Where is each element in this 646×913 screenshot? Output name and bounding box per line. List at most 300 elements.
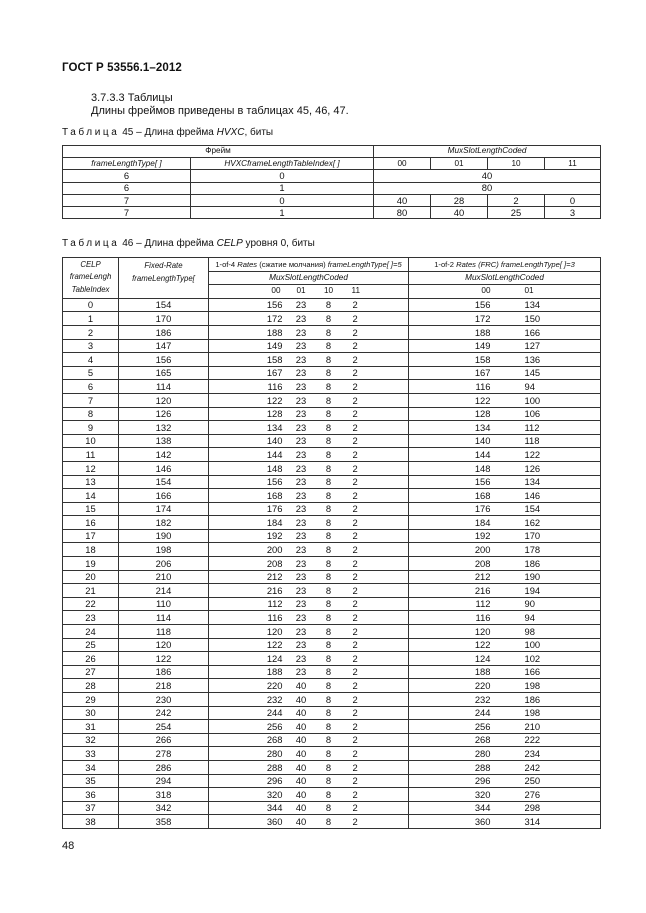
cell: 210	[499, 720, 601, 734]
cell: 40	[289, 679, 314, 693]
cell: 6	[63, 380, 119, 394]
cell: 24	[63, 625, 119, 639]
cell: 8	[314, 380, 344, 394]
cell: 23	[289, 421, 314, 435]
cell: 184	[209, 516, 289, 530]
cell: 198	[499, 706, 601, 720]
cell: 318	[119, 788, 209, 802]
table-row	[63, 733, 601, 747]
cell: 116	[409, 611, 499, 625]
cell: 2	[344, 434, 409, 448]
cell: 37	[63, 801, 119, 815]
table-row	[63, 638, 601, 652]
table-row	[63, 570, 601, 584]
cell: 134	[409, 421, 499, 435]
cell: 244	[209, 706, 289, 720]
table-row	[63, 788, 601, 802]
cell: 8	[314, 421, 344, 435]
cell: 168	[209, 489, 289, 503]
cell: 126	[499, 461, 601, 475]
cell: 35	[63, 774, 119, 788]
cell: 294	[119, 774, 209, 788]
cell: 112	[409, 597, 499, 611]
head-line: frameLengthType[	[132, 273, 195, 283]
cell: 166	[499, 325, 601, 339]
cell: 2	[344, 407, 409, 421]
cell: 138	[119, 434, 209, 448]
head-fixed-rate	[119, 258, 209, 299]
table-45	[62, 145, 601, 219]
table-row	[63, 339, 601, 353]
cell: 2	[344, 706, 409, 720]
cell: 3	[545, 206, 601, 218]
mux-code: 01	[431, 158, 488, 170]
cell: 186	[119, 665, 209, 679]
cell: 110	[119, 597, 209, 611]
table-row	[63, 393, 601, 407]
cell: 8	[314, 502, 344, 516]
cell: 156	[409, 475, 499, 489]
cell: 156	[119, 353, 209, 367]
cell: 20	[63, 570, 119, 584]
caption-italic: HVXC	[216, 127, 245, 138]
cell: 220	[209, 679, 289, 693]
cell: 8	[314, 584, 344, 598]
cell: 254	[119, 720, 209, 734]
cell: 38	[63, 815, 119, 829]
cell: 280	[409, 747, 499, 761]
table-row	[63, 489, 601, 503]
cell: 34	[63, 760, 119, 774]
cell: 19	[63, 557, 119, 571]
cell: 124	[409, 652, 499, 666]
cell: 198	[499, 679, 601, 693]
cell: 8	[314, 475, 344, 489]
cell: 188	[209, 665, 289, 679]
cell: 360	[409, 815, 499, 829]
cell: 2	[344, 448, 409, 462]
cell: 118	[119, 625, 209, 639]
cell: 23	[289, 448, 314, 462]
cell: 176	[409, 502, 499, 516]
cell: 8	[314, 312, 344, 326]
table-row	[63, 353, 601, 367]
cell: 344	[209, 801, 289, 815]
cell: 12	[63, 461, 119, 475]
cell: 8	[314, 706, 344, 720]
cell: 296	[409, 774, 499, 788]
cell: 256	[209, 720, 289, 734]
cell: 23	[289, 665, 314, 679]
cell: 8	[314, 625, 344, 639]
cell: 8	[314, 652, 344, 666]
cell: 8	[314, 448, 344, 462]
cell: 21	[63, 584, 119, 598]
cell: 8	[314, 747, 344, 761]
cell: 134	[499, 475, 601, 489]
cell: 10	[63, 434, 119, 448]
cell: 208	[409, 557, 499, 571]
mux-code: 11	[344, 285, 409, 299]
cell: 128	[409, 407, 499, 421]
cell: 8	[314, 366, 344, 380]
cell: 2	[344, 312, 409, 326]
cell: 23	[289, 638, 314, 652]
cell: 28	[63, 679, 119, 693]
cell: 186	[119, 325, 209, 339]
cell: 2	[344, 529, 409, 543]
cell: 222	[499, 733, 601, 747]
cell: 8	[314, 611, 344, 625]
table-row	[63, 502, 601, 516]
cell: 172	[209, 312, 289, 326]
cell: 122	[499, 448, 601, 462]
cell: 146	[499, 489, 601, 503]
cell: 134	[209, 421, 289, 435]
cell: 6	[63, 170, 191, 182]
head-line: TableIndex	[71, 285, 110, 295]
cell: 170	[499, 529, 601, 543]
cell: 122	[119, 652, 209, 666]
cell: 27	[63, 665, 119, 679]
head-text: 1-of-4	[215, 259, 238, 269]
cell: 36	[63, 788, 119, 802]
cell: 23	[289, 325, 314, 339]
table45-caption	[62, 127, 273, 138]
cell: 8	[314, 570, 344, 584]
cell: 188	[409, 325, 499, 339]
cell: 2	[344, 339, 409, 353]
cell: 16	[63, 516, 119, 530]
cell: 250	[499, 774, 601, 788]
head-line: frameLengh	[69, 272, 112, 282]
cell: 1	[191, 206, 374, 218]
cell: 2	[344, 421, 409, 435]
cell: 298	[499, 801, 601, 815]
table-row	[63, 516, 601, 530]
cell: 3	[63, 339, 119, 353]
document-header: ГОСТ Р 53556.1–2012	[62, 62, 182, 74]
cell: 2	[488, 194, 545, 206]
table-row	[63, 529, 601, 543]
cell: 116	[209, 380, 289, 394]
cell: 18	[63, 543, 119, 557]
cell: 23	[289, 407, 314, 421]
cell: 218	[119, 679, 209, 693]
cell: 23	[289, 584, 314, 598]
cell: 7	[63, 194, 191, 206]
cell: 149	[409, 339, 499, 353]
cell: 140	[409, 434, 499, 448]
cell: 154	[499, 502, 601, 516]
table-row	[63, 584, 601, 598]
cell: 122	[209, 638, 289, 652]
cell: 128	[209, 407, 289, 421]
table-row	[63, 475, 601, 489]
cell: 216	[409, 584, 499, 598]
cell: 314	[499, 815, 601, 829]
table46-caption	[62, 238, 315, 249]
cell: 174	[119, 502, 209, 516]
cell: 15	[63, 502, 119, 516]
cell: 22	[63, 597, 119, 611]
cell: 23	[289, 529, 314, 543]
cell: 29	[63, 693, 119, 707]
cell: 23	[289, 625, 314, 639]
cell: 112	[499, 421, 601, 435]
cell: 23	[289, 611, 314, 625]
table-row	[63, 170, 601, 182]
cell: 8	[314, 733, 344, 747]
table-row	[63, 801, 601, 815]
cell: 8	[314, 801, 344, 815]
cell: 8	[314, 516, 344, 530]
cell: 200	[209, 543, 289, 557]
mux-code: 11	[545, 158, 601, 170]
caption-end: , биты	[244, 127, 274, 138]
table-row	[63, 366, 601, 380]
cell: 100	[499, 638, 601, 652]
cell: 206	[119, 557, 209, 571]
table-row	[63, 679, 601, 693]
cell: 40	[289, 720, 314, 734]
cell: 230	[119, 693, 209, 707]
cell: 342	[119, 801, 209, 815]
cell: 11	[63, 448, 119, 462]
table-46	[62, 257, 601, 829]
cell: 114	[119, 611, 209, 625]
head-text: 1-of-2	[434, 259, 457, 269]
table-row	[63, 706, 601, 720]
mux-code: 00	[409, 285, 499, 299]
cell: 23	[289, 461, 314, 475]
cell: 4	[63, 353, 119, 367]
cell: 8	[314, 529, 344, 543]
cell: 256	[409, 720, 499, 734]
table-row	[63, 325, 601, 339]
cell: 242	[119, 706, 209, 720]
table-row	[63, 182, 601, 194]
cell: 23	[289, 312, 314, 326]
table-row	[63, 557, 601, 571]
cell: 33	[63, 747, 119, 761]
cell: 188	[209, 325, 289, 339]
cell: 25	[63, 638, 119, 652]
cell: 220	[409, 679, 499, 693]
cell: 5	[63, 366, 119, 380]
cell: 40	[374, 170, 601, 182]
cell: 23	[289, 652, 314, 666]
cell: 2	[344, 393, 409, 407]
mux-code: 10	[488, 158, 545, 170]
cell: 116	[209, 611, 289, 625]
cell: 23	[289, 434, 314, 448]
cell: 210	[119, 570, 209, 584]
cell: 40	[289, 788, 314, 802]
cell: 286	[119, 760, 209, 774]
cell: 7	[63, 393, 119, 407]
cell: 23	[289, 557, 314, 571]
cell: 148	[409, 461, 499, 475]
cell: 8	[314, 543, 344, 557]
intro-text: Длины фреймов приведены в таблицах 45, 46, 47.	[91, 105, 349, 117]
cell: 23	[289, 339, 314, 353]
caption-word: Таблица	[62, 127, 120, 138]
cell: 23	[289, 353, 314, 367]
section-heading: 3.7.3.3 Таблицы	[91, 92, 173, 104]
head-group2	[409, 258, 601, 272]
cell: 2	[344, 298, 409, 312]
cell: 2	[63, 325, 119, 339]
cell: 165	[119, 366, 209, 380]
cell: 150	[499, 312, 601, 326]
head-mux2: MuxSlotLengthCoded	[409, 271, 601, 285]
caption-italic: CELP	[216, 238, 243, 249]
cell: 212	[409, 570, 499, 584]
cell: 212	[209, 570, 289, 584]
cell: 112	[209, 597, 289, 611]
cell: 13	[63, 475, 119, 489]
table-row	[63, 448, 601, 462]
cell: 8	[314, 298, 344, 312]
head-celp-index	[63, 258, 119, 299]
cell: 2	[344, 625, 409, 639]
cell: 176	[209, 502, 289, 516]
table-row	[63, 760, 601, 774]
cell: 25	[488, 206, 545, 218]
cell: 142	[119, 448, 209, 462]
cell: 1	[63, 312, 119, 326]
cell: 192	[409, 529, 499, 543]
cell: 23	[289, 475, 314, 489]
cell: 2	[344, 489, 409, 503]
cell: 2	[344, 760, 409, 774]
mux-code: 00	[209, 285, 289, 299]
cell: 358	[119, 815, 209, 829]
cell: 167	[409, 366, 499, 380]
cell: 90	[499, 597, 601, 611]
page-number: 48	[62, 840, 75, 852]
cell: 188	[409, 665, 499, 679]
cell: 8	[314, 638, 344, 652]
cell: 80	[374, 182, 601, 194]
cell: 106	[499, 407, 601, 421]
head-text: Rates	[237, 259, 258, 269]
cell: 120	[209, 625, 289, 639]
cell: 0	[191, 194, 374, 206]
cell: 126	[119, 407, 209, 421]
cell: 14	[63, 489, 119, 503]
cell: 98	[499, 625, 601, 639]
cell: 149	[209, 339, 289, 353]
table-row	[63, 312, 601, 326]
cell: 214	[119, 584, 209, 598]
cell: 26	[63, 652, 119, 666]
cell: 132	[119, 421, 209, 435]
cell: 216	[209, 584, 289, 598]
head-line: CELP	[80, 259, 101, 269]
cell: 154	[119, 298, 209, 312]
cell: 102	[499, 652, 601, 666]
cell: 136	[499, 353, 601, 367]
head-frame-length-type: frameLengthType[ ]	[63, 158, 191, 170]
cell: 170	[119, 312, 209, 326]
cell: 208	[209, 557, 289, 571]
table-row	[63, 720, 601, 734]
cell: 244	[409, 706, 499, 720]
table-row	[63, 665, 601, 679]
cell: 122	[409, 393, 499, 407]
cell: 2	[344, 815, 409, 829]
cell: 8	[314, 693, 344, 707]
head-mux: MuxSlotLengthCoded	[374, 146, 601, 158]
cell: 266	[119, 733, 209, 747]
cell: 40	[289, 774, 314, 788]
cell: 147	[119, 339, 209, 353]
cell: 120	[409, 625, 499, 639]
table-row	[63, 625, 601, 639]
cell: 40	[289, 693, 314, 707]
head-line: Fixed-Rate	[144, 261, 183, 270]
cell: 23	[289, 502, 314, 516]
cell: 40	[289, 801, 314, 815]
cell: 344	[409, 801, 499, 815]
table-row	[63, 611, 601, 625]
cell: 114	[119, 380, 209, 394]
table-row	[63, 747, 601, 761]
cell: 23	[289, 393, 314, 407]
cell: 320	[209, 788, 289, 802]
cell: 172	[409, 312, 499, 326]
cell: 2	[344, 366, 409, 380]
caption-number: 46 – Длина фрейма	[122, 238, 214, 249]
cell: 2	[344, 570, 409, 584]
cell: 2	[344, 788, 409, 802]
head-hvxc-index: HVXCframeLengthTableIndex[ ]	[191, 158, 374, 170]
cell: 166	[499, 665, 601, 679]
cell: 158	[209, 353, 289, 367]
cell: 9	[63, 421, 119, 435]
cell: 268	[209, 733, 289, 747]
cell: 144	[409, 448, 499, 462]
cell: 8	[314, 720, 344, 734]
cell: 94	[499, 380, 601, 394]
cell: 8	[314, 815, 344, 829]
cell: 8	[314, 434, 344, 448]
cell: 127	[499, 339, 601, 353]
cell: 40	[289, 733, 314, 747]
cell: 40	[431, 206, 488, 218]
table-row	[63, 693, 601, 707]
cell: 178	[499, 543, 601, 557]
head-frame: Фрейм	[63, 146, 374, 158]
cell: 158	[409, 353, 499, 367]
cell: 166	[119, 489, 209, 503]
cell: 156	[209, 298, 289, 312]
cell: 162	[499, 516, 601, 530]
cell: 23	[289, 489, 314, 503]
head-text: (сжатие молчания)	[257, 259, 328, 269]
cell: 32	[63, 733, 119, 747]
cell: 8	[314, 760, 344, 774]
cell: 80	[374, 206, 431, 218]
cell: 8	[63, 407, 119, 421]
mux-code: 01	[289, 285, 314, 299]
cell: 186	[499, 557, 601, 571]
cell: 8	[314, 788, 344, 802]
cell: 40	[289, 706, 314, 720]
cell: 8	[314, 353, 344, 367]
